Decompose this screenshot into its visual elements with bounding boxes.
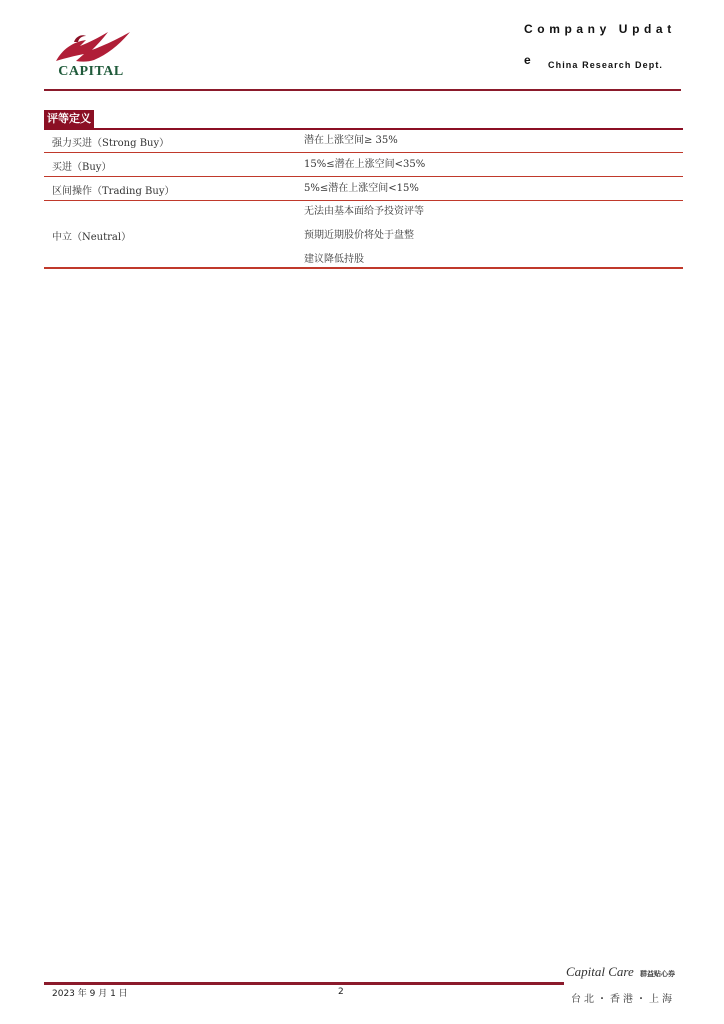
report-date: 2023 年 9 月 1 日 bbox=[52, 989, 128, 999]
department-label: China Research Dept. bbox=[548, 60, 664, 70]
footer-divider bbox=[44, 982, 564, 985]
description-line: 无法由基本面给予投资评等 bbox=[304, 206, 424, 217]
header-divider bbox=[44, 89, 681, 91]
description-line: 预期近期股价将处于盘整 bbox=[304, 230, 414, 241]
section-title-rating-definitions: 评等定义 bbox=[44, 110, 94, 128]
rating-description bbox=[304, 153, 425, 177]
description-line: 潜在上涨空间≥ 35% bbox=[304, 135, 398, 146]
report-type-title: Company Updat bbox=[524, 22, 676, 36]
footer-office-cities: 台北・香港・上海 bbox=[571, 994, 675, 1005]
eagle-logo-icon bbox=[46, 28, 136, 64]
description-line: 5%≤潜在上涨空间<15% bbox=[304, 183, 419, 194]
table-row bbox=[44, 201, 683, 269]
company-logo bbox=[46, 28, 136, 82]
rating-description bbox=[304, 129, 398, 153]
rating-label: 强力买进（Strong Buy） bbox=[52, 138, 170, 149]
rating-label: 买进（Buy） bbox=[52, 162, 112, 173]
page-number: 2 bbox=[338, 987, 344, 997]
table-row bbox=[44, 177, 683, 201]
footer-brand-chinese: 群益贴心券 bbox=[640, 970, 675, 978]
rating-definitions-table bbox=[44, 128, 683, 269]
rating-label: 中立（Neutral） bbox=[52, 232, 132, 243]
footer-brand: Capital Care bbox=[566, 964, 634, 979]
rating-label: 区间操作（Trading Buy） bbox=[52, 186, 175, 197]
description-line: 15%≤潜在上涨空间<35% bbox=[304, 159, 426, 170]
table-row bbox=[44, 153, 683, 177]
logo-text: CAPITAL bbox=[58, 64, 124, 79]
report-type-title-wrap: e bbox=[524, 53, 531, 67]
description-line: 建议降低持股 bbox=[304, 254, 364, 265]
table-row bbox=[44, 128, 683, 153]
rating-description bbox=[304, 200, 424, 272]
rating-description bbox=[304, 177, 419, 201]
